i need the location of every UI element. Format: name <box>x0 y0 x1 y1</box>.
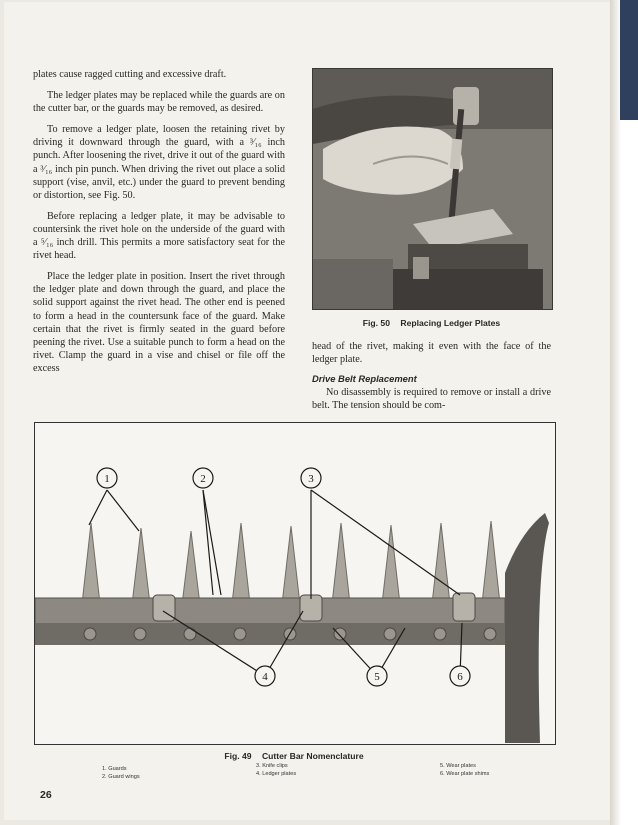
figure-50-caption <box>312 318 551 328</box>
right-text-column <box>312 340 551 412</box>
page-edge <box>610 0 638 825</box>
left-text-column <box>33 68 285 383</box>
figure-legend-column <box>102 766 140 781</box>
paragraph: No disassembly is required to remove or install a drive belt. The tension should be com- <box>312 387 551 412</box>
figure-legend-column <box>256 763 296 778</box>
section-heading: Drive Belt Replacement <box>312 373 417 385</box>
paragraph: Place the ledger plate in position. Insert the rivet through the ledger plate and down through the guard, and place the solid support against the rivet head. The other end is peened to form a head in the countersunk face of the guard. Make certain that the rivet is firmly seated in the guard before peening the rivet. Use a suitable punch to form a head on the rivet. Clamp the guard in a vise and chisel or file off the excess <box>33 271 285 374</box>
legend-item: 6. Wear plate shims <box>440 770 490 777</box>
legend-item: 1. Guards <box>102 766 127 772</box>
legend-item: 4. Ledger plates <box>256 770 297 777</box>
paragraph: plates cause ragged cutting and excessive draft. <box>33 69 227 80</box>
figure-legend-column <box>440 763 489 778</box>
punch-and-vise-illustration <box>313 69 552 309</box>
paragraph: To remove a ledger plate, loosen the retaining rivet by driving it downward through the guard, with a ³⁄₁₆ inch punch. After loosening the rivet, drive it out of the guard with a ³⁄₁₆ inch pin punch. When driving the rivet out place a solid support (vise, anvil, etc.) under the guard to prevent bending or distortion, see Fig. 50. <box>33 124 285 201</box>
legend-item: 5. Wear plates <box>440 763 476 769</box>
figure-50-photo <box>312 68 553 310</box>
callout-5: 5 <box>374 671 380 683</box>
figure-number: Fig. 50 <box>362 318 390 328</box>
paragraph: head of the rivet, making it even with the face of the ledger plate. <box>312 341 551 366</box>
callout-1: 1 <box>104 473 110 485</box>
figure-49-photo <box>34 422 556 745</box>
figure-caption: Cutter Bar Nomenclature <box>261 751 364 761</box>
figure-number: Fig. 49 <box>224 751 252 761</box>
page-number: 26 <box>40 789 52 801</box>
legend-item: 3. Knife clips <box>256 763 288 769</box>
callout-6: 6 <box>457 671 463 683</box>
section-tab-mark <box>620 0 638 120</box>
legend-item: 2. Guard wings <box>102 773 140 780</box>
callout-3: 3 <box>308 473 314 485</box>
callout-4: 4 <box>262 671 268 683</box>
paragraph: The ledger plates may be replaced while the guards are on the cutter bar, or the guards may be removed, as desired. <box>33 90 285 115</box>
callout-2: 2 <box>200 473 206 485</box>
figure-49-caption <box>34 751 554 761</box>
figure-caption: Replacing Ledger Plates <box>400 318 501 328</box>
paragraph: Before replacing a ledger plate, it may be advisable to countersink the rivet hole on the underside of the guard with a ⁵⁄₁₆ inch drill. This permits a more satisfactory seat for the rivet head. <box>33 210 285 262</box>
cutter-bar-illustration <box>35 423 555 744</box>
